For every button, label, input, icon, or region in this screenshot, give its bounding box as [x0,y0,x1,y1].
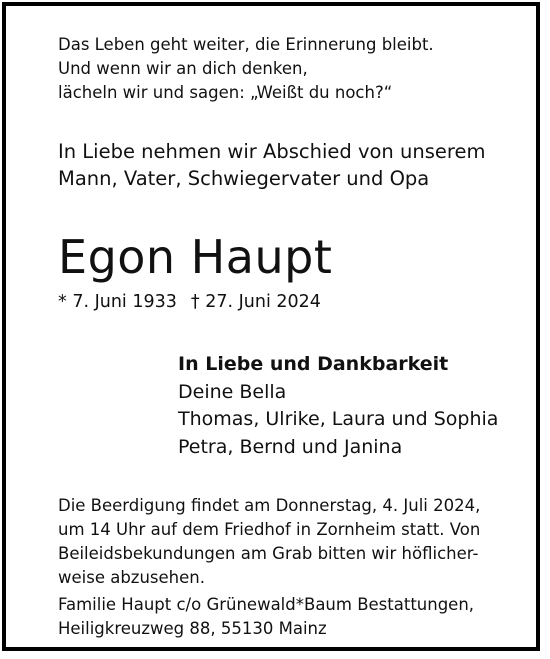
farewell-intro [58,138,485,192]
funeral-line-4: weise abzusehen. [58,568,205,587]
funeral-line-2: um 14 Uhr auf dem Friedhof in Zornheim statt. Von [58,520,481,539]
mourners-heading: In Liebe und Dankbarkeit [178,353,449,375]
mourners-list [178,351,498,461]
life-dates [58,290,321,314]
funeral-details [58,494,480,590]
deceased-name: Egon Haupt [58,230,333,284]
birth-date: * 7. Juni 1933 [58,292,177,312]
contact-line-2: Heiligkreuzweg 88, 55130 Mainz [58,619,327,638]
intro-line-1: In Liebe nehmen wir Abschied von unserem [58,140,486,163]
contact-address [58,593,474,641]
poem-line-2: Und wenn wir an dich denken, [58,59,308,78]
intro-line-2: Mann, Vater, Schwiegervater und Opa [58,167,430,190]
poem-line-3: lächeln wir und sagen: „Weißt du noch?“ [58,83,393,102]
mourner-line-2: Thomas, Ulrike, Laura und Sophia [178,408,499,430]
contact-line-1: Familie Haupt c/o Grünewald*Baum Bestattungen, [58,595,475,614]
funeral-line-1: Die Beerdigung findet am Donnerstag, 4. Juli 2024, [58,496,481,515]
mourner-line-1: Deine Bella [178,380,287,403]
death-date: † 27. Juni 2024 [190,292,321,312]
mourner-line-3: Petra, Bernd und Janina [178,435,403,458]
funeral-line-3: Beileidsbekundungen am Grab bitten wir höflicher- [58,544,479,563]
memorial-poem [58,33,434,105]
poem-line-1: Das Leben geht weiter, die Erinnerung bleibt. [58,35,434,54]
